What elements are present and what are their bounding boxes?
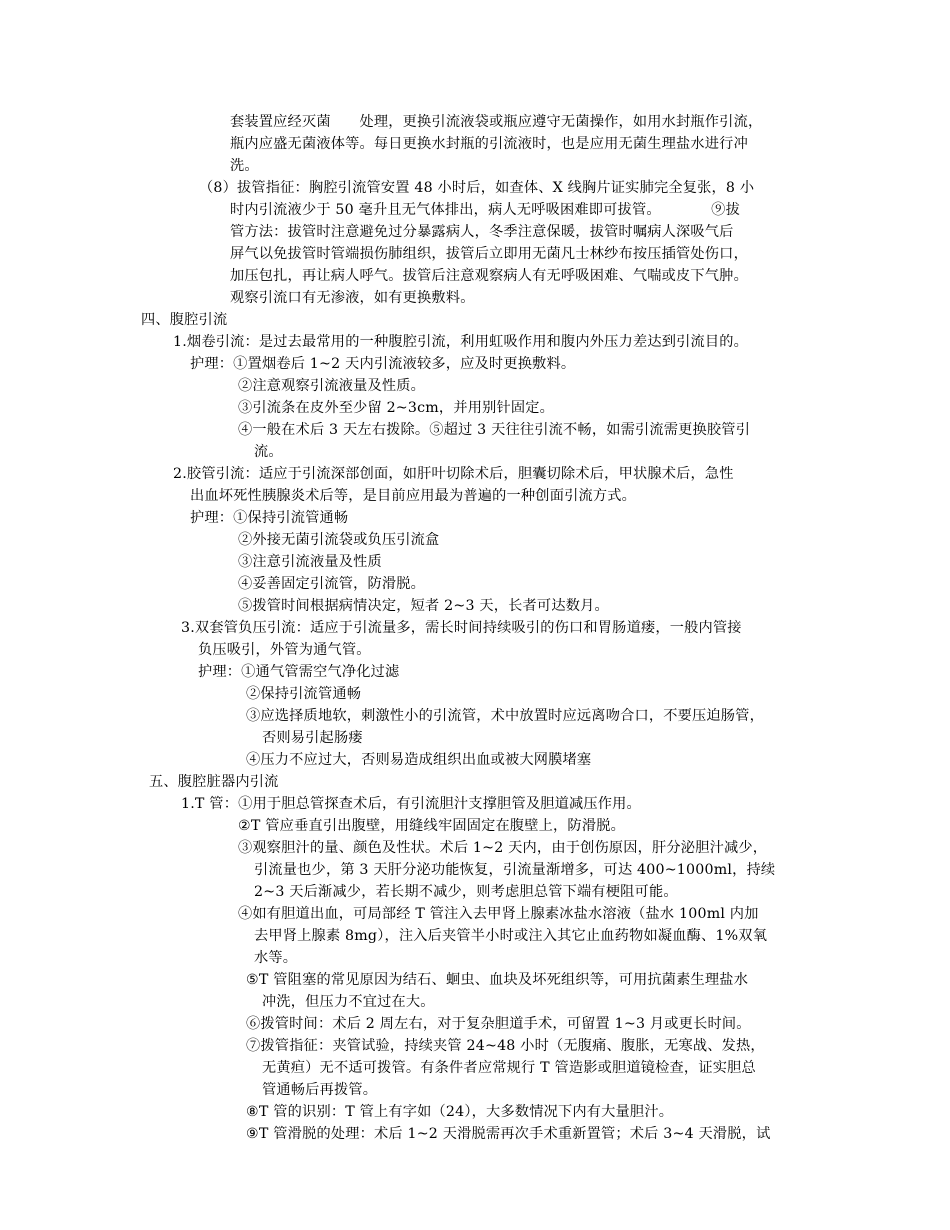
text-line: 引流量也少，第 3 天肝分泌功能恢复，引流量渐增多，可达 400~1000ml，持续 <box>254 862 776 878</box>
text-line: 流。 <box>254 444 283 460</box>
section-heading: 四、腹腔引流 <box>141 312 228 328</box>
text-line: ⑤T 管阻塞的常见原因为结石、蛔虫、血块及坏死组织等，可用抗菌素生理盐水 <box>246 972 749 988</box>
text-line: ②保持引流管通畅 <box>246 686 362 702</box>
text-line: 屏气以免拔管时管端损伤肺组织，拔管后立即用无菌凡士林纱布按压插管处伤口， <box>230 246 748 262</box>
text-line: 2~3 天后渐减少，若长期不减少，则考虑胆总管下端有梗阻可能。 <box>254 884 678 900</box>
text-line: 2.胶管引流：适应于引流深部创面，如肝叶切除术后，胆囊切除术后，甲状腺术后，急性 <box>173 466 734 482</box>
section-heading: 五、腹腔脏器内引流 <box>149 774 279 790</box>
text-line: 冲洗，但压力不宜过在大。 <box>262 994 435 1010</box>
text-line: 无黄疸）无不适可拨管。有条件者应常规行 T 管造影或胆道镜检查，证实胆总 <box>262 1060 756 1076</box>
text-line: 1.烟卷引流：是过去最常用的一种腹腔引流，利用虹吸作用和腹内外压力差达到引流目的。 <box>173 334 749 350</box>
text-line: 负压吸引，外管为通气管。 <box>198 642 371 658</box>
text-line: ⑧T 管的识别：T 管上有字如（24），大多数情况下内有大量胆汁。 <box>246 1104 674 1120</box>
text-line: ③注意引流液量及性质 <box>238 554 382 570</box>
text-line: 观察引流口有无渗液，如有更换敷料。 <box>230 290 475 306</box>
text-line: ④一般在术后 3 天左右拨除。⑤超过 3 天往往引流不畅，如需引流需更换胶管引 <box>238 422 751 438</box>
text-line: 3.双套管负压引流：适应于引流量多，需长时间持续吸引的伤口和胃肠道瘘，一般内管接 <box>181 620 742 636</box>
text-line: （8）拔管指征：胸腔引流管安置 48 小时后，如查体、X 线胸片证实肺完全复张，8 小 <box>199 180 755 196</box>
text-line: 否则易引起肠瘘 <box>262 730 363 746</box>
text-line: 管通畅后再拨管。 <box>262 1082 378 1098</box>
text-line: 1.T 管：①用于胆总管探查术后，有引流胆汁支撑胆管及胆道减压作用。 <box>181 796 641 812</box>
text-line: ④压力不应过大，否则易造成组织出血或被大网膜堵塞 <box>246 752 592 768</box>
text-line: 加压包扎，再让病人呼气。拔管后注意观察病人有无呼吸困难、气喘或皮下气肿。 <box>230 268 748 284</box>
text-line: ④妥善固定引流管，防滑脱。 <box>238 576 426 592</box>
text-line: 管方法：拔管时注意避免过分暴露病人，冬季注意保暖，拔管时嘱病人深吸气后 <box>230 224 734 240</box>
text-line: 出血坏死性胰腺炎术后等，是目前应用最为普遍的一种创面引流方式。 <box>190 488 637 504</box>
text-line: ③引流条在皮外至少留 2~3cm，并用别针固定。 <box>238 400 555 416</box>
text-line: ②外接无菌引流袋或负压引流盒 <box>238 532 440 548</box>
text-line: 时内引流液少于 50 毫升且无气体排出，病人无呼吸困难即可拔管。 ⑨拔 <box>230 202 740 218</box>
text-line: ②T 管应垂直引出腹壁，用缝线牢固固定在腹壁上，防滑脱。 <box>238 818 625 834</box>
text-line: 护理：①通气管需空气净化过滤 <box>198 664 400 680</box>
text-line: ②注意观察引流液量及性质。 <box>238 378 426 394</box>
text-line: 洗。 <box>230 158 259 174</box>
text-line: ⑥拨管时间：术后 2 周左右，对于复杂胆道手术，可留置 1~3 月或更长时间。 <box>246 1016 751 1032</box>
text-line: 护理：①置烟卷后 1~2 天内引流液较多，应及时更换敷料。 <box>190 356 576 372</box>
text-line: 水等。 <box>254 950 298 966</box>
text-line: ③观察胆汁的量、颜色及性状。术后 1~2 天内，由于创伤原因，肝分泌胆汁减少， <box>238 840 768 856</box>
text-line: 护理：①保持引流管通畅 <box>190 510 349 526</box>
text-line: 套装置应经灭菌 处理，更换引流液袋或瓶应遵守无菌操作，如用水封瓶作引流， <box>230 114 763 130</box>
text-line: ⑦拨管指征：夹管试验，持续夹管 24~48 小时（无腹痛、腹胀，无寒战、发热， <box>246 1038 765 1054</box>
text-line: 去甲肾上腺素 8mg），注入后夹管半小时或注入其它止血药物如凝血酶、1%双氧 <box>254 928 768 944</box>
text-line: ⑨T 管滑脱的处理：术后 1~2 天滑脱需再次手术重新置管；术后 3~4 天滑脱，试 <box>246 1126 771 1142</box>
text-line: ③应选择质地软，刺激性小的引流管，术中放置时应远离吻合口，不要压迫肠管， <box>246 708 764 724</box>
text-line: ⑤拨管时间根据病情决定，短者 2~3 天，长者可达数月。 <box>238 598 609 614</box>
text-line: 瓶内应盛无菌液体等。每日更换水封瓶的引流液时，也是应用无菌生理盐水进行冲 <box>230 136 748 152</box>
text-line: ④如有胆道出血，可局部经 T 管注入去甲肾上腺素冰盐水溶液（盐水 100ml 内加 <box>238 906 759 922</box>
